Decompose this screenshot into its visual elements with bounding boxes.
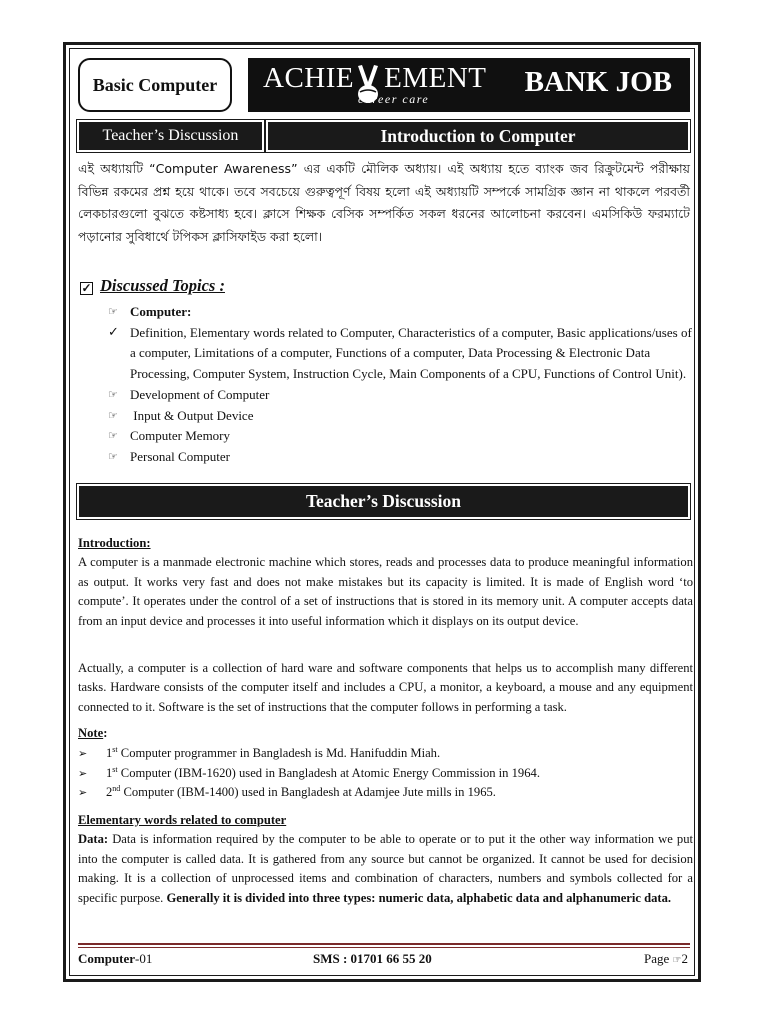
elementary-section [78,811,693,908]
introduction-heading: Introduction: [78,536,151,550]
note-ordinal-suffix: st [112,744,118,754]
note-heading-label: Note [78,726,104,740]
footer-course-name: Computer [78,951,136,966]
pointing-hand-icon: ☞ [108,430,118,443]
data-paragraph [78,830,693,908]
brand-job: BANK JOB [524,66,672,98]
introduction-section [78,534,693,631]
bengali-intro-paragraph: এই অধ্যায়টি “Computer Awareness” এর একটি মৌলিক অধ্যায়। এই অধ্যায় হতে ব্যাংক জব রিক্রুটমেন্ট পরীক্ষায় বিভিন্ন রকমের প্রশ্ন হয়ে থাকে। তবে সবচেয়ে গুরুত্বপূর্ণ বিষয় হলো এই অধ্যায়টি সম্পর্কে সামগ্রিক জ্ঞান না থাকলে পরবর্তী লেকচারগুলো বুঝতে কষ্টসাধ্য হবে। ক্লাসে শিক্ষক বেসিক সম্পর্কিত সকল ধরনের আলোচনা করবেন। এমসিকিউ ফরম্যাটে পড়ানোর সুবিধার্থে টপিকস ক্লাসিফাইড করা হলো। [78,161,690,244]
notes-list [78,744,678,803]
footer-page-number: 2 [681,951,688,966]
elementary-heading: Elementary words related to computer [78,813,287,827]
topics-list [108,302,696,468]
tab-teachers-discussion [79,122,262,150]
introduction-paragraph-2: Actually, a computer is a collection of hard ware and software components that helps us to accomplish many different tasks. Hardware consists of the computer itself and includes a CPU, a monitor, a keyboard, a mouse and any equipment connected to it. Software is the set of instructions that the computer follows in performing a task. [78,661,693,714]
tab-left-label: Teacher’s Discussion [102,127,239,144]
note-ordinal-suffix: st [112,764,118,774]
pointing-hand-icon: ☞ [108,306,118,318]
checkbox-icon: ✓ [81,281,92,295]
topic-item [108,406,693,427]
discussed-topics-label: Discussed Topics : [100,276,225,295]
topic-item [108,426,693,447]
footer-rule-thin [78,947,690,948]
pointing-hand-icon: ☞ [672,955,682,966]
pointing-hand-icon: ☞ [108,450,118,463]
footer-page [644,951,688,967]
topic-text: Definition, Elementary words related to Computer, Characteristics of a computer, Basic applications/uses of a computer, Limitations of a computer, Functions of a computer, Data Processing & Electronic Data Processing, Computer System, Instruction Cycle, Main Components of a CPU, Functions of Control Unit). [130,324,696,382]
note-ordinal-suffix: nd [112,783,121,793]
footer-course-number: -01 [135,951,153,966]
check-icon: ✓ [108,324,119,340]
data-text: Data is information required by the computer to be able to operate or to put it the other way information we put into the computer is called data. It is gathered from any source but cannot be organized. It cannot be used for decision making. It is a collection of unprocessed items and combination of characters, numbers and symbols collected for a specific purpose. [78,832,693,905]
note-ordinal: 2 [106,785,113,799]
topic-item [108,447,693,468]
note-text: Computer (IBM-1620) used in Bangladesh at Atomic Energy Commission in 1964. [117,765,540,780]
note-heading: Note: [78,726,108,740]
discussed-topics-heading [80,276,225,296]
pointing-hand-icon: ☞ [108,409,118,422]
note-ordinal: 1 [106,746,113,760]
subject-label: Basic Computer [92,74,218,95]
brand-banner [248,58,690,112]
topic-text: Computer Memory [130,428,231,444]
data-label: Data: [78,832,109,847]
note-item [78,764,678,784]
footer-rule [78,943,690,945]
footer-course [78,951,152,967]
note-text: Computer (IBM-1400) used in Bangladesh at Adamjee Jute mills in 1965. [120,785,496,799]
topic-item [108,302,693,323]
topic-text: Personal Computer [130,448,231,464]
topic-item [108,323,696,385]
note-item [78,744,678,764]
footer-page-label: Page [644,951,670,966]
arrow-bullet-icon: ➢ [78,766,88,780]
note-item [78,783,678,803]
topic-item [108,385,693,406]
arrow-bullet-icon: ➢ [78,747,88,760]
footer-sms: SMS : 01701 66 55 20 [313,951,432,966]
topic-text: Development of Computer [130,386,270,402]
introduction-paragraph-1: A computer is a manmade electronic machine which stores, reads and processes data to produce meaningful information as output. It works very fast and does not make mistakes but its capacity is limited. It is made of English word ‘to compute’. It operates under the control of a set of instructions that is stored in its memory unit. A computer accepts data from an input device and processes it into useful information which it displays on its output device. [78,555,693,628]
tab-right-label: Introduction to Computer [380,125,576,146]
brand-tagline: career care [358,92,430,106]
section-title: Teacher’s Discussion [305,491,462,511]
pointing-hand-icon: ☞ [108,388,118,401]
topic-text: Computer: [130,304,192,319]
brand-name-left: ACHIE [263,62,355,94]
subject-box [78,58,232,112]
note-text: Computer programmer in Bangladesh is Md. Hanifuddin Miah. [117,746,441,760]
tab-introduction [268,122,688,150]
data-types-text: Generally it is divided into three types: numeric data, alphabetic data and alphanumeric data. [166,890,672,905]
section-title-bar [79,486,688,517]
arrow-bullet-icon: ➢ [78,786,88,799]
brand-name-right: EMENT [384,62,487,94]
topic-text: Input & Output Device [130,407,254,423]
note-ordinal: 1 [106,765,113,780]
